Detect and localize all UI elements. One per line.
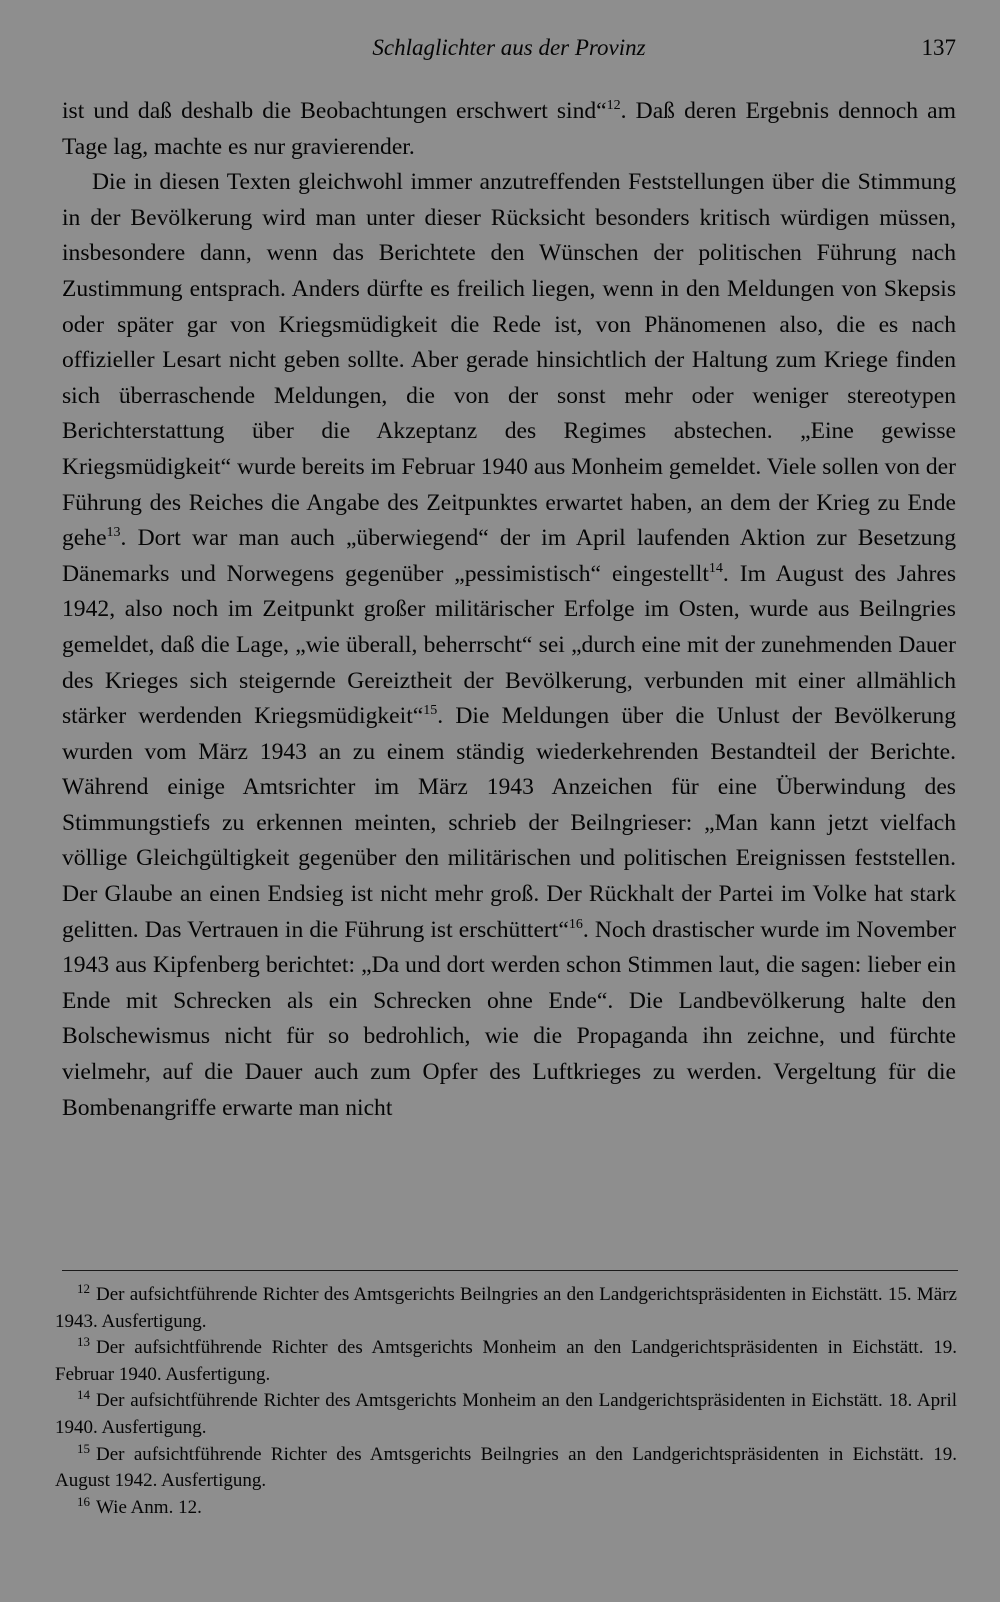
footnote-number: 16: [77, 1493, 90, 1509]
footnote-number: 15: [77, 1440, 90, 1456]
running-title: Schlaglichter aus der Provinz: [372, 35, 646, 60]
text-run: . Die Meldungen über die Unlust der Bevölkerung wurden vom März 1943 an zu einem ständig wiederkehrenden Bestandteil der Berichte. Während einige Amtsrichter im März 1943 Anzeichen für eine Überwindung des Stimmungstiefs zu erkennen meinten, schrieb der Beilngrieser: „Man kann jetzt vielfach völlige Gleichgültigkeit gegenüber den militärischen und politischen Ereignissen feststellen. Der Glaube an einen Endsieg ist nicht mehr groß. Der Rückhalt der Partei im Volke hat stark gelitten. Das Vertrauen in die Führung ist erschüttert“: [62, 703, 956, 943]
footnote-ref: 16: [568, 916, 583, 932]
paragraph: [62, 165, 956, 1126]
footnote: [55, 1282, 957, 1335]
footnote-ref: 15: [423, 703, 438, 719]
footnote: [55, 1442, 957, 1495]
text-run: . Daß deren Ergebnis dennoch am Tage lag, machte es nur gravierender.: [62, 98, 956, 160]
page-number: 137: [921, 35, 956, 60]
footnote: [55, 1495, 957, 1522]
footnote-number: 12: [77, 1281, 90, 1296]
text-run: ist und daß deshalb die Beobachtungen erschwert sind“: [62, 98, 607, 124]
footnote: [55, 1335, 957, 1388]
footnote-ref: 12: [606, 98, 621, 113]
footnote-ref: 13: [106, 525, 121, 541]
footnote-text: Der aufsichtführende Richter des Amtsgerichts Monheim an den Landgerichtspräsidenten in Eichstätt. 19. Februar 1940. Ausfertigung.: [55, 1337, 957, 1385]
footnote-number: 13: [77, 1334, 90, 1350]
footnotes: [55, 1282, 957, 1521]
footnote-text: Der aufsichtführende Richter des Amtsgerichts Beilngries an den Landgerichtspräsidenten in Eichstätt. 19. August 1942. Ausfertigung.: [55, 1443, 957, 1492]
footnote-text: Wie Anm. 12.: [96, 1496, 202, 1518]
paragraph: [62, 94, 956, 165]
footnote-text: Der aufsichtführende Richter des Amtsgerichts Beilngries an den Landgerichtspräsidenten in Eichstätt. 15. März 1943. Ausfertigung.: [55, 1284, 957, 1332]
text-run: Die in diesen Texten gleichwohl immer anzutreffenden Feststellungen über die Stimmung in der Bevölkerung wird man unter dieser Rücksicht besonders kritisch würdigen müssen, insbesondere dann, wenn das Berichtete den Wünschen der politischen Führung nach Zustimmung entsprach. Anders dürfte es freilich liegen, wenn in den Meldungen von Skepsis oder später gar von Kriegsmüdigkeit die Rede ist, von Phänomenen also, die es nach offizieller Lesart nicht geben sollte. Aber gerade hinsichtlich der Haltung zum Kriege finden sich überraschende Meldungen, die von der sonst mehr oder weniger stereotypen Berichterstattung über die Akzeptanz des Regimes abstechen. „Eine gewisse Kriegsmüdigkeit“ wurde bereits im Februar 1940 aus Monheim gemeldet. Viele sollen von der Führung des Reiches die Angabe des Zeitpunktes erwartet haben, an dem der Krieg zu Ende gehe: [62, 169, 956, 552]
footnote: [55, 1388, 957, 1441]
footnote-ref: 14: [708, 560, 723, 576]
text-run: . Noch drastischer wurde im November 1943 aus Kipfenberg berichtet: „Da und dort werden schon Stimmen laut, die sagen: lieber ein Ende mit Schrecken als ein Schrecken ohne Ende“. Die Landbevölkerung halte den Bolschewismus nicht für so bedrohlich, wie die Propaganda ihn zeichne, und fürchte vielmehr, auf die Dauer auch zum Opfer des Luftkrieges zu werden. Vergeltung für die Bombenangriffe erwarte man nicht: [62, 916, 956, 1121]
text-run: . Dort war man auch „überwiegend“ der im April laufenden Aktion zur Besetzung Dänemarks und Norwegens gegenüber „pessimistisch“ eingestellt: [62, 525, 956, 587]
footnote-number: 14: [77, 1387, 90, 1403]
footnote-separator: [62, 1270, 958, 1271]
text-run: . Im August des Jahres 1942, also noch im Zeitpunkt großer militärischer Erfolge im Osten, wurde aus Beilngries gemeldet, daß die Lage, „wie überall, beherrscht“ sei „durch eine mit der zunehmenden Dauer des Krieges sich steigernde Gereiztheit der Bevölkerung, verbunden mit einer allmählich stärker werdenden Kriegsmüdigkeit“: [62, 560, 957, 730]
main-text: [62, 94, 956, 1126]
footnote-text: Der aufsichtführende Richter des Amtsgerichts Monheim an den Landgerichtspräsidenten in Eichstätt. 18. April 1940. Ausfertigung.: [55, 1390, 957, 1438]
page-header: [62, 30, 956, 66]
